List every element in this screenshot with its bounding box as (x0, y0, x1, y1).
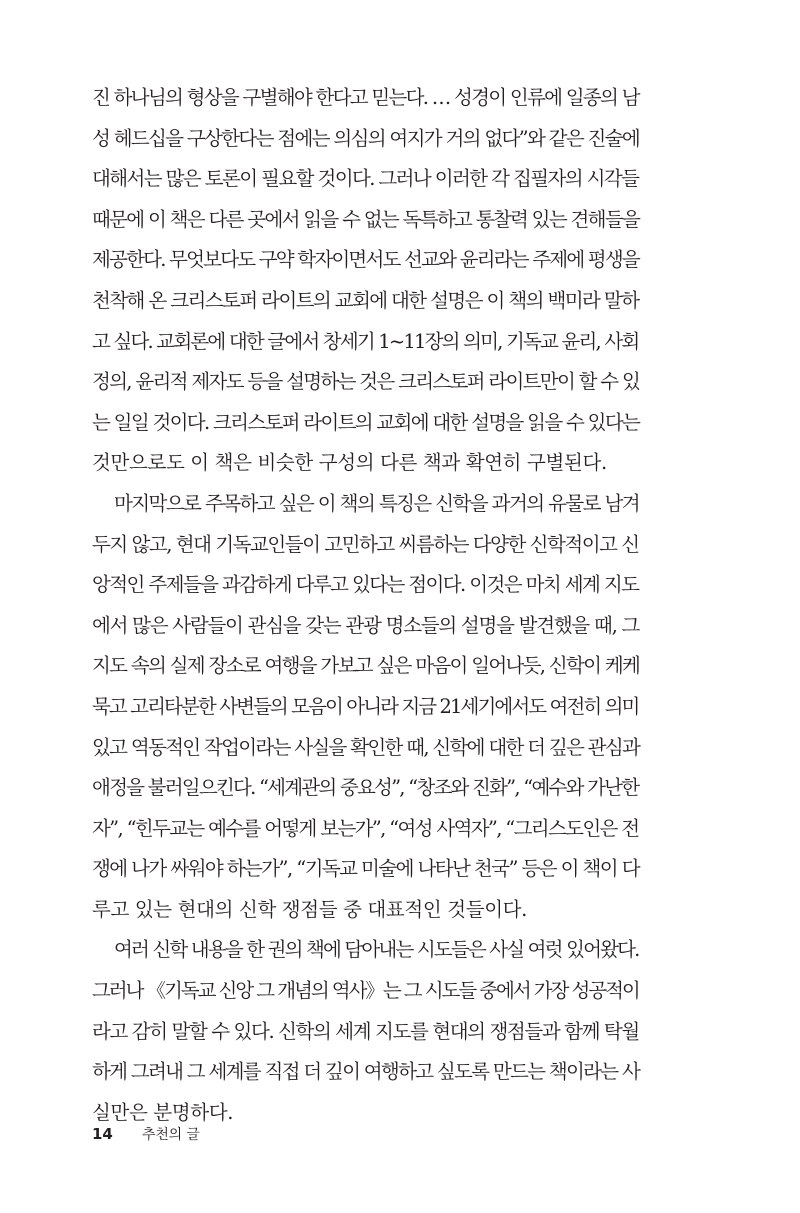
text-line: 애정을 불러일으킨다. “세계관의 중요성”, “창조와 진화”, “예수와 가난한 (92, 776, 639, 800)
page-number: 14 (92, 1125, 113, 1143)
paragraph (92, 78, 640, 484)
text-line: 그러나 《기독교 신앙 그 개념의 역사》는 그 시도들 중에서 가장 성공적이 (92, 979, 639, 1003)
text-line: 진 하나님의 형상을 구별해야 한다고 믿는다. … 성경이 인류에 일종의 남 (92, 86, 639, 109)
text-line: 하게 그려내 그 세계를 직접 더 깊이 여행하고 싶도록 만드는 책이라는 사 (92, 1060, 640, 1084)
running-section-title: 추천의 글 (142, 1127, 200, 1143)
text-line: 성 헤드십을 구상한다는 점에는 의심의 여지가 거의 없다”와 같은 진술에 (92, 126, 640, 150)
text-line: 에서 많은 사람들이 관심을 갖는 관광 명소들의 설명을 발견했을 때, 그 (92, 613, 640, 637)
text-line: 자”, “힌두교는 예수를 어떻게 보는가”, “여성 사역자”, “그리스도인은 전 (92, 816, 639, 840)
text-line: 루고 있는 현대의 신학 쟁점들 중 대표적인 것들이다. (92, 897, 528, 921)
text-line: 지도 속의 실제 장소로 여행을 가보고 싶은 마음이 일어나듯, 신학이 케케 (92, 654, 640, 678)
text-line: 쟁에 나가 싸워야 하는가”, “기독교 미술에 나타난 천국” 등은 이 책이 다 (92, 857, 639, 881)
text-line: 고 싶다. 교회론에 대한 글에서 창세기 1~11장의 의미, 기독교 윤리, 사회 (92, 329, 639, 353)
page-footer (92, 1122, 200, 1146)
text-line: 마지막으로 주목하고 싶은 이 책의 특징은 신학을 과거의 유물로 남겨 (114, 491, 640, 515)
text-line: 앙적인 주제들을 과감하게 다루고 있다는 점이다. 이것은 마치 세계 지도 (92, 573, 639, 597)
text-line: 천착해 온 크리스토퍼 라이트의 교회에 대한 설명은 이 책의 백미라 말하 (92, 288, 639, 312)
paragraph (92, 484, 640, 931)
text-line: 제공한다. 무엇보다도 구약 학자이면서도 선교와 윤리라는 주제에 평생을 (92, 248, 639, 272)
text-line: 실만은 분명하다. (92, 1100, 234, 1124)
text-line: 라고 감히 말할 수 있다. 신학의 세계 지도를 현대의 쟁점들과 함께 탁월 (92, 1019, 639, 1043)
text-line: 것만으로도 이 책은 비슷한 구성의 다른 책과 확연히 구별된다. (92, 451, 607, 475)
text-line: 때문에 이 책은 다른 곳에서 읽을 수 없는 독특하고 통찰력 있는 견해들을 (92, 207, 640, 231)
body-text (92, 78, 640, 1133)
text-line: 두지 않고, 현대 기독교인들이 고민하고 씨름하는 다양한 신학적이고 신 (92, 532, 639, 556)
text-line: 정의, 윤리적 제자도 등을 설명하는 것은 크리스토퍼 라이트만이 할 수 있 (92, 370, 640, 394)
text-line: 여러 신학 내용을 한 권의 책에 담아내는 시도들은 사실 여럿 있어왔다. (114, 938, 639, 962)
text-line: 있고 역동적인 작업이라는 사실을 확인한 때, 신학에 대한 더 깊은 관심과 (92, 735, 640, 759)
text-line: 대해서는 많은 토론이 필요할 것이다. 그러나 이러한 각 집필자의 시각들 (92, 167, 639, 191)
paragraph (92, 930, 640, 1133)
text-line: 묵고 고리타분한 사변들의 모음이 아니라 지금 21세기에서도 여전히 의미 (92, 694, 639, 718)
text-line: 는 일일 것이다. 크리스토퍼 라이트의 교회에 대한 설명을 읽을 수 있다는 (92, 410, 640, 434)
